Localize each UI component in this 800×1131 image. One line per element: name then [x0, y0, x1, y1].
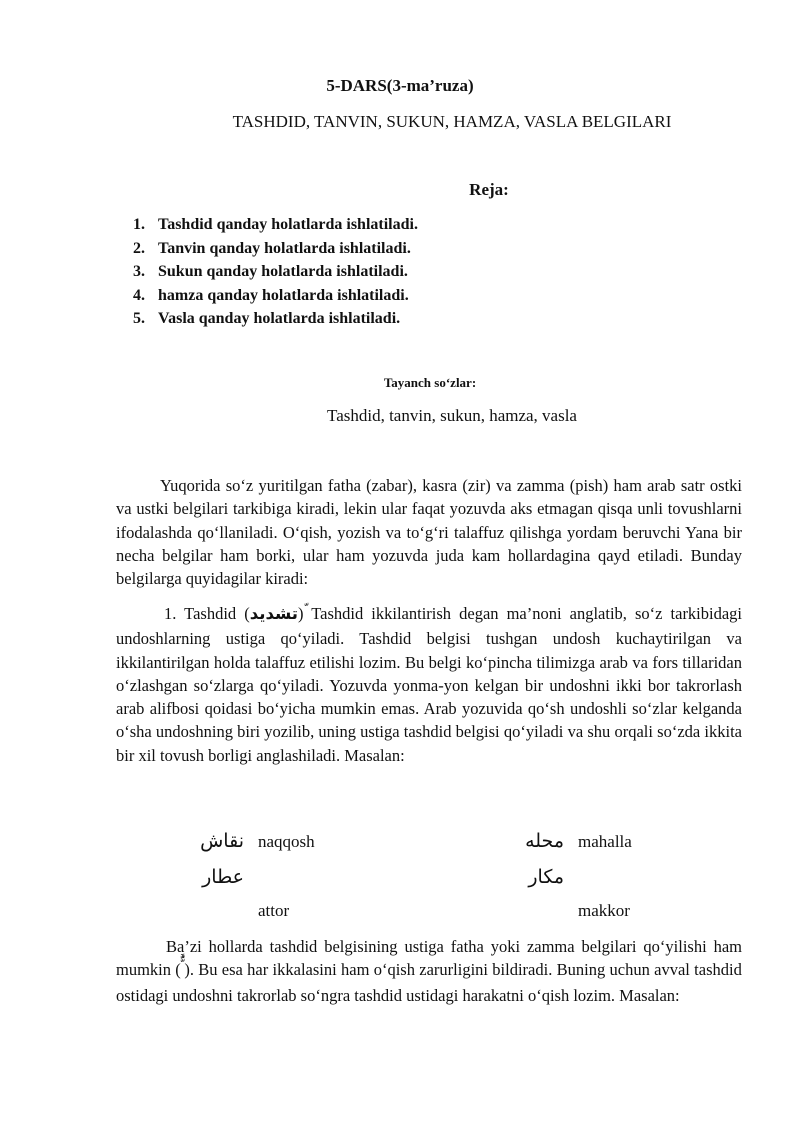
fatha-zamma-marks: ُّ َّ	[180, 958, 185, 973]
arabic-word-tashdid: تشديد	[249, 604, 298, 623]
topic-title: TASHDID, TANVIN, SUKUN, HAMZA, VASLA BELGILARI	[232, 112, 672, 131]
keywords-title: Tayanch so‘zlar:	[383, 375, 477, 390]
example-arabic: نقاش	[200, 830, 244, 852]
tashdid-paragraph: 1. Tashdid (تشديد) Tashdid ikkilantirish degan ma’noni anglatib, so‘z tarkibidagi undoshlarning ustiga qo‘yiladi. Tashdid belgisi tushgan undosh kuchaytirilgan va ikkilantirilgan holda talaffuz etilishi lozim. Bu belgi ko‘pincha tilimizga arab va fors tillaridan o‘zlashgan so‘zlarga qo‘yiladi. Yozuvda yonma-yon kelgan bir undoshni ikki bor takrorlash arab alifbosi qoidasi bo‘yicha mumkin emas. Arab yozuvida qo‘sh undoshli so‘zlar kelganda o‘sha undoshning biri yozilib, uning ustiga tashdid belgisi qo‘yiladi va shu orqali so‘zda ikkita bir xil tovush borligi anglashiladi. Masalan:	[116, 604, 743, 765]
example-arabic: مكار	[528, 866, 564, 888]
plan-item: 2. Tanvin qanday holatlarda ishlatiladi.	[133, 239, 411, 257]
example-arabic: محله	[525, 830, 564, 852]
example-latin: naqqosh	[258, 832, 315, 851]
example-arabic: عطار	[202, 866, 244, 888]
lesson-title: 5-DARS(3-ma’ruza)	[326, 76, 474, 95]
plan-list	[133, 213, 418, 331]
plan-item: 3. Sukun qanday holatlarda ishlatiladi.	[133, 263, 408, 280]
example-latin: makkor	[578, 901, 630, 920]
plan-item: 5. Vasla qanday holatlarda ishlatiladi.	[133, 310, 401, 327]
plan-title: Reja:	[469, 180, 509, 199]
plan-item: 1. Tashdid qanday holatlarda ishlatiladi.	[133, 216, 418, 233]
example-latin: attor	[258, 901, 290, 920]
plan-item: 4. hamza qanday holatlarda ishlatiladi.	[133, 286, 409, 304]
example-latin: mahalla	[578, 832, 632, 851]
keywords-list: Tashdid, tanvin, sukun, hamza, vasla	[327, 406, 577, 425]
intro-paragraph: Yuqorida so‘z yuritilgan fatha (zabar), kasra (zir) va zamma (pish) ham arab satr ostki va ustki belgilari tarkibiga kiradi, lekin ular faqat yozuvda aks etmagan qisqa unli tovushlarni ifodalashda qo‘llaniladi. O‘qish, yozish va to‘g‘ri talaffuz qilishga yordam beruvchi Yana bir necha belgilar ham borki, ular ham yozuvda juda kam hollardagina qayd etiladi. Bunday belgilarga quyidagilar kiradi:	[116, 476, 742, 589]
harakat-paragraph: Ba’zi hollarda tashdid belgisining ustiga fatha yoki zamma belgilari qo‘yilishi ham mumkin (ُّ َّ). Bu esa har ikkalasini ham o‘qish zarurligini bildiradi. Buning uchun avval tashdid ostidagi undoshni takrorlab so‘ngra tashdid ustidagi harakatni o‘qish lozim. Masalan:	[116, 937, 742, 1005]
